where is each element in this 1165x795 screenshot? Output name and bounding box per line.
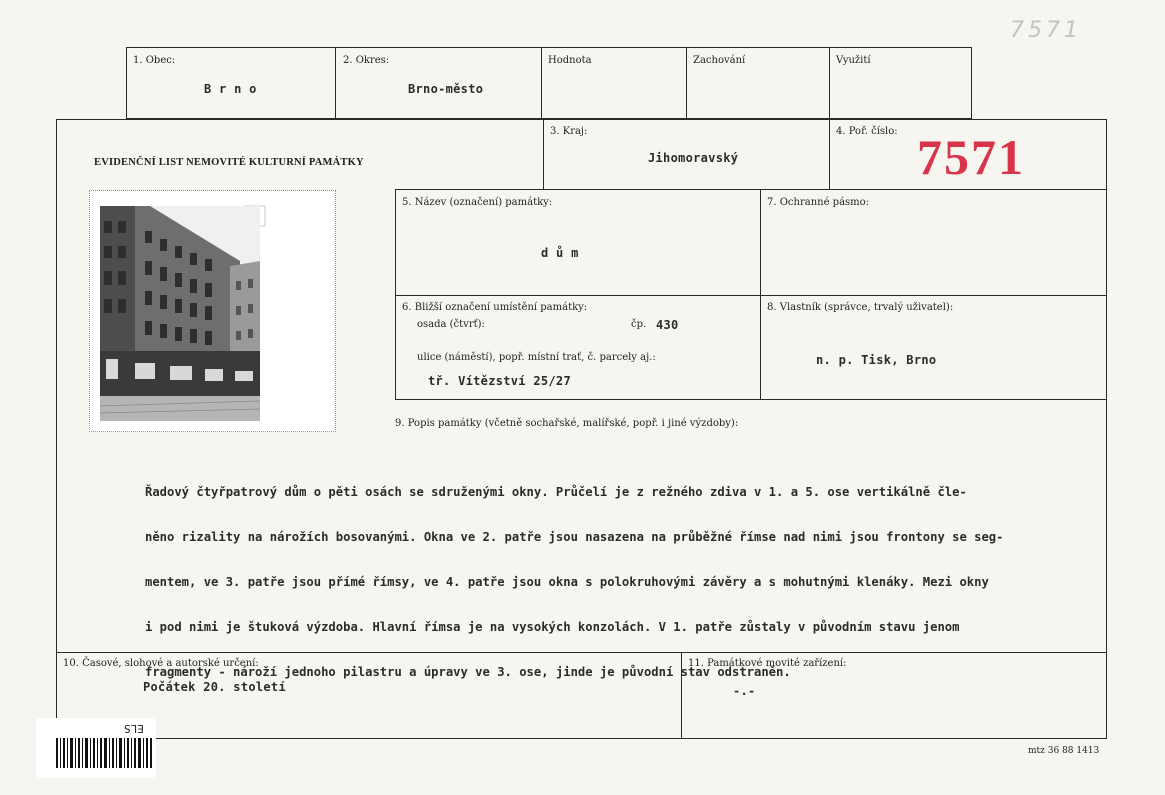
hodnota-label: Hodnota: [548, 55, 592, 66]
kraj-label: 3. Kraj:: [550, 126, 588, 137]
kraj-value: Jihomoravský: [648, 151, 739, 165]
popis-line: něno rizality na nárožích bosovanými. Okna ve 2. patře jsou nasazena na průběžné římse nad nimi jsou frontony se seg-: [145, 530, 1004, 544]
umisteni-label: 6. Bližší označení umístění památky:: [402, 302, 588, 313]
barcode-icon: [56, 738, 152, 768]
vlastnik-label: 8. Vlastník (správce, trvalý uživatel):: [767, 302, 954, 313]
popis-line: mentem, ve 3. patře jsou přímé římsy, ve 4. patře jsou okna s polokruhovými závěry a s mohutnými klenáky. Mezi okny: [145, 575, 989, 589]
cp-label: čp.: [631, 319, 647, 330]
building-photo: [89, 190, 336, 432]
cp-value: 430: [656, 318, 679, 332]
barcode-label: ELS: [124, 722, 144, 735]
building-photo-image: [90, 191, 335, 431]
vlastnik-value: n. p. Tisk, Brno: [816, 353, 937, 367]
casove-value: Počátek 20. století: [143, 680, 286, 694]
popis-line: Řadový čtyřpatrový dům o pěti osách se sdruženými okny. Průčelí je z režného zdiva v 1. a 5. ose vertikálně čle-: [145, 485, 967, 499]
ochranne-pasmo-label: 7. Ochranné pásmo:: [767, 197, 870, 208]
pencil-number: 7571: [1010, 18, 1082, 43]
obec-value: B r n o: [204, 82, 257, 96]
movite-label: 11. Památkové movité zařízení:: [688, 658, 847, 669]
okres-value: Brno-město: [408, 82, 484, 96]
por-cislo-stamp: 7571: [917, 129, 1025, 185]
casove-label: 10. Časové, slohové a autorské určení:: [63, 658, 259, 669]
ulice-value: tř. Vítězství 25/27: [428, 374, 571, 388]
barcode-sticker: [36, 718, 156, 778]
nazev-value: d ů m: [541, 246, 579, 260]
ulice-label: ulice (náměstí), popř. místní trať, č. parcely aj.:: [417, 352, 656, 363]
popis-line: fragmenty - nároží jednoho pilastru a úpravy ve 3. ose, jinde je původní stav odstraněn.: [145, 665, 791, 679]
zachovani-label: Zachování: [693, 55, 746, 66]
popis-line: i pod nimi je štuková výzdoba. Hlavní římsa je na vysokých konzolách. V 1. patře zůstaly v původním stavu jenom: [145, 620, 960, 634]
popis-label: 9. Popis památky (včetně sochařské, malířské, popř. i jiné výzdoby):: [395, 418, 739, 429]
por-cislo-label: 4. Poř. číslo:: [836, 126, 898, 137]
nazev-label: 5. Název (označení) památky:: [402, 197, 553, 208]
form-title: EVIDENČNÍ LIST NEMOVITÉ KULTURNÍ PAMÁTKY: [94, 157, 364, 168]
obec-label: 1. Obec:: [133, 55, 176, 66]
vyuziti-label: Využití: [836, 55, 871, 66]
popis-text: [145, 455, 1004, 710]
footer-code: mtz 36 88 1413: [1028, 746, 1100, 756]
movite-value: -.-: [733, 684, 756, 698]
osada-label: osada (čtvrť):: [417, 319, 485, 330]
okres-label: 2. Okres:: [343, 55, 390, 66]
